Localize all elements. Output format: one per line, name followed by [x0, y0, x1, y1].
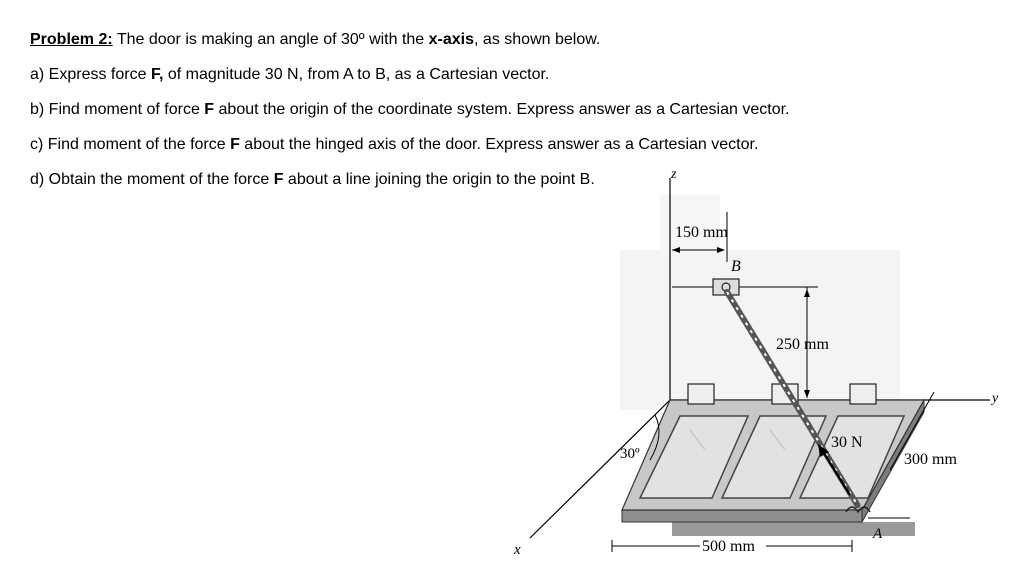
- question-d-post: about a line joining the origin to the point B.: [283, 171, 595, 188]
- force-label: 30 N: [831, 434, 863, 451]
- question-c-pre: c) Find moment of the force: [30, 136, 231, 153]
- question-a-pre: a) Express force: [30, 66, 151, 83]
- question-d-bold: F: [273, 171, 284, 188]
- x-axis-label: x: [514, 542, 521, 558]
- dim-150-label: 150 mm: [675, 224, 728, 241]
- dim-300-label: 300 mm: [904, 451, 957, 468]
- dim-500-label: 500 mm: [702, 538, 755, 555]
- intro-text-pre: The door is making an angle of 30º with the: [116, 31, 429, 48]
- question-c-bold: F: [230, 136, 240, 153]
- question-b-bold: F: [204, 101, 215, 118]
- point-a-label: A: [873, 526, 883, 542]
- angle-label: 30º: [620, 446, 640, 462]
- question-b-pre: b) Find moment of force: [30, 101, 205, 118]
- z-axis-label: z: [671, 167, 677, 182]
- hinge-3: [850, 384, 876, 404]
- problem-label: Problem 2:: [30, 31, 113, 48]
- y-axis-label: y: [992, 391, 999, 406]
- question-d-pre: d) Obtain the moment of the force: [30, 171, 274, 188]
- hinge-1: [688, 384, 714, 404]
- question-a-post: of magnitude 30 N, from A to B, as a Cartesian vector.: [163, 66, 550, 83]
- question-b-post: about the origin of the coordinate system. Express answer as a Cartesian vector.: [214, 101, 790, 118]
- point-b-label: B: [731, 258, 741, 275]
- question-a-bold: F,: [150, 66, 164, 83]
- intro-text-post: , as shown below.: [474, 31, 601, 48]
- dim-250-label: 250 mm: [776, 336, 829, 353]
- question-c-post: about the hinged axis of the door. Express answer as a Cartesian vector.: [239, 136, 759, 153]
- intro-text-bold: x-axis: [428, 31, 475, 48]
- door-edge: [622, 510, 862, 522]
